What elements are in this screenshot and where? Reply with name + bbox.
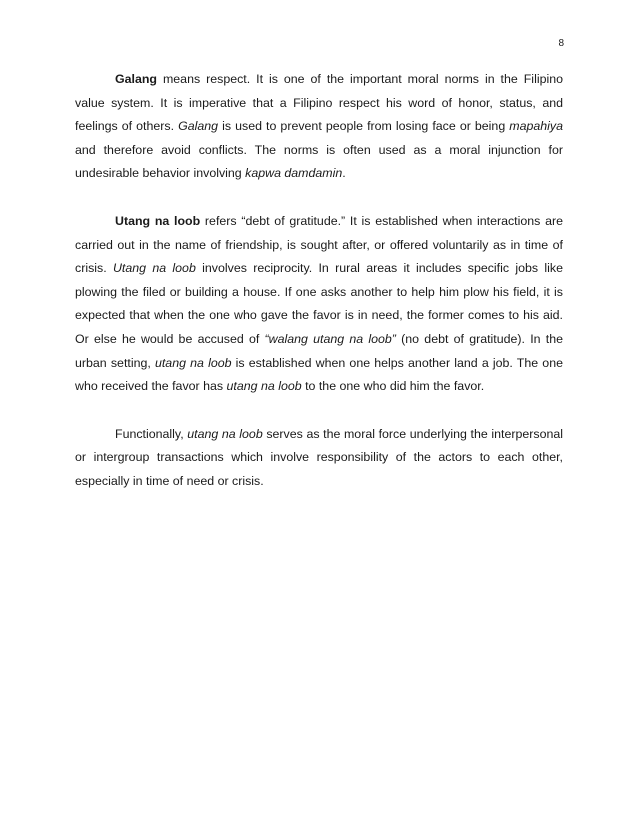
text-span: Functionally,	[115, 426, 188, 441]
term-galang-italic: Galang	[178, 119, 219, 134]
term-galang: Galang	[115, 72, 157, 86]
text-span: (no debt of gratitude). In the urban setting,	[75, 331, 564, 370]
term-utang-na-loob: Utang na loob	[115, 213, 201, 228]
paragraph-galang	[75, 68, 563, 186]
paragraph-utang-na-loob	[75, 210, 563, 399]
term-utang-na-loob-italic: Utang na loob	[112, 261, 196, 276]
text-span: is used to prevent people from losing face or being	[218, 119, 510, 134]
term-utang-na-loob-italic: utang na loob	[154, 355, 232, 370]
text-span: refers “debt of gratitude.” It is established when interactions are carried out in the name of friendship, is sought after, or offered voluntarily as in time of crisis.	[75, 213, 563, 276]
term-kapwa-damdamin: kapwa damdamin	[245, 166, 343, 181]
text-span: involves reciprocity. In rural areas it includes specific jobs like plowing the filed or building a house. If one asks another to help him plow his field, it is expected that when the one who gave the favor is in need, the former comes to his aid. Or else he would be accused of	[75, 261, 563, 346]
body-text	[75, 68, 563, 518]
text-span: .	[342, 166, 346, 181]
text-span: to the one who did him the favor.	[301, 379, 485, 394]
text-span: serves as the moral force underlying the interpersonal or intergroup transactions which involve responsibility of the actors to each other, especially in time of need or crisis.	[75, 426, 563, 488]
term-utang-na-loob-italic: utang na loob	[187, 426, 263, 441]
text-span: and therefore avoid conflicts. The norms is often used as a moral injunction for undesirable behavior involving	[75, 142, 563, 181]
term-utang-na-loob-italic: utang na loob	[226, 379, 302, 394]
text-span: is established when one helps another land a job. The one who received the favor has	[75, 355, 563, 394]
term-mapahiya: mapahiya	[509, 119, 564, 134]
paragraph-functionally	[75, 423, 563, 494]
text-span: means respect. It is one of the important moral norms in the Filipino value system. It is imperative that a Filipino respect his word of honor, status, and feelings of others.	[75, 72, 563, 134]
page-number: 8	[558, 38, 564, 49]
term-walang-utang-na-loob: “walang utang na loob”	[264, 331, 396, 346]
